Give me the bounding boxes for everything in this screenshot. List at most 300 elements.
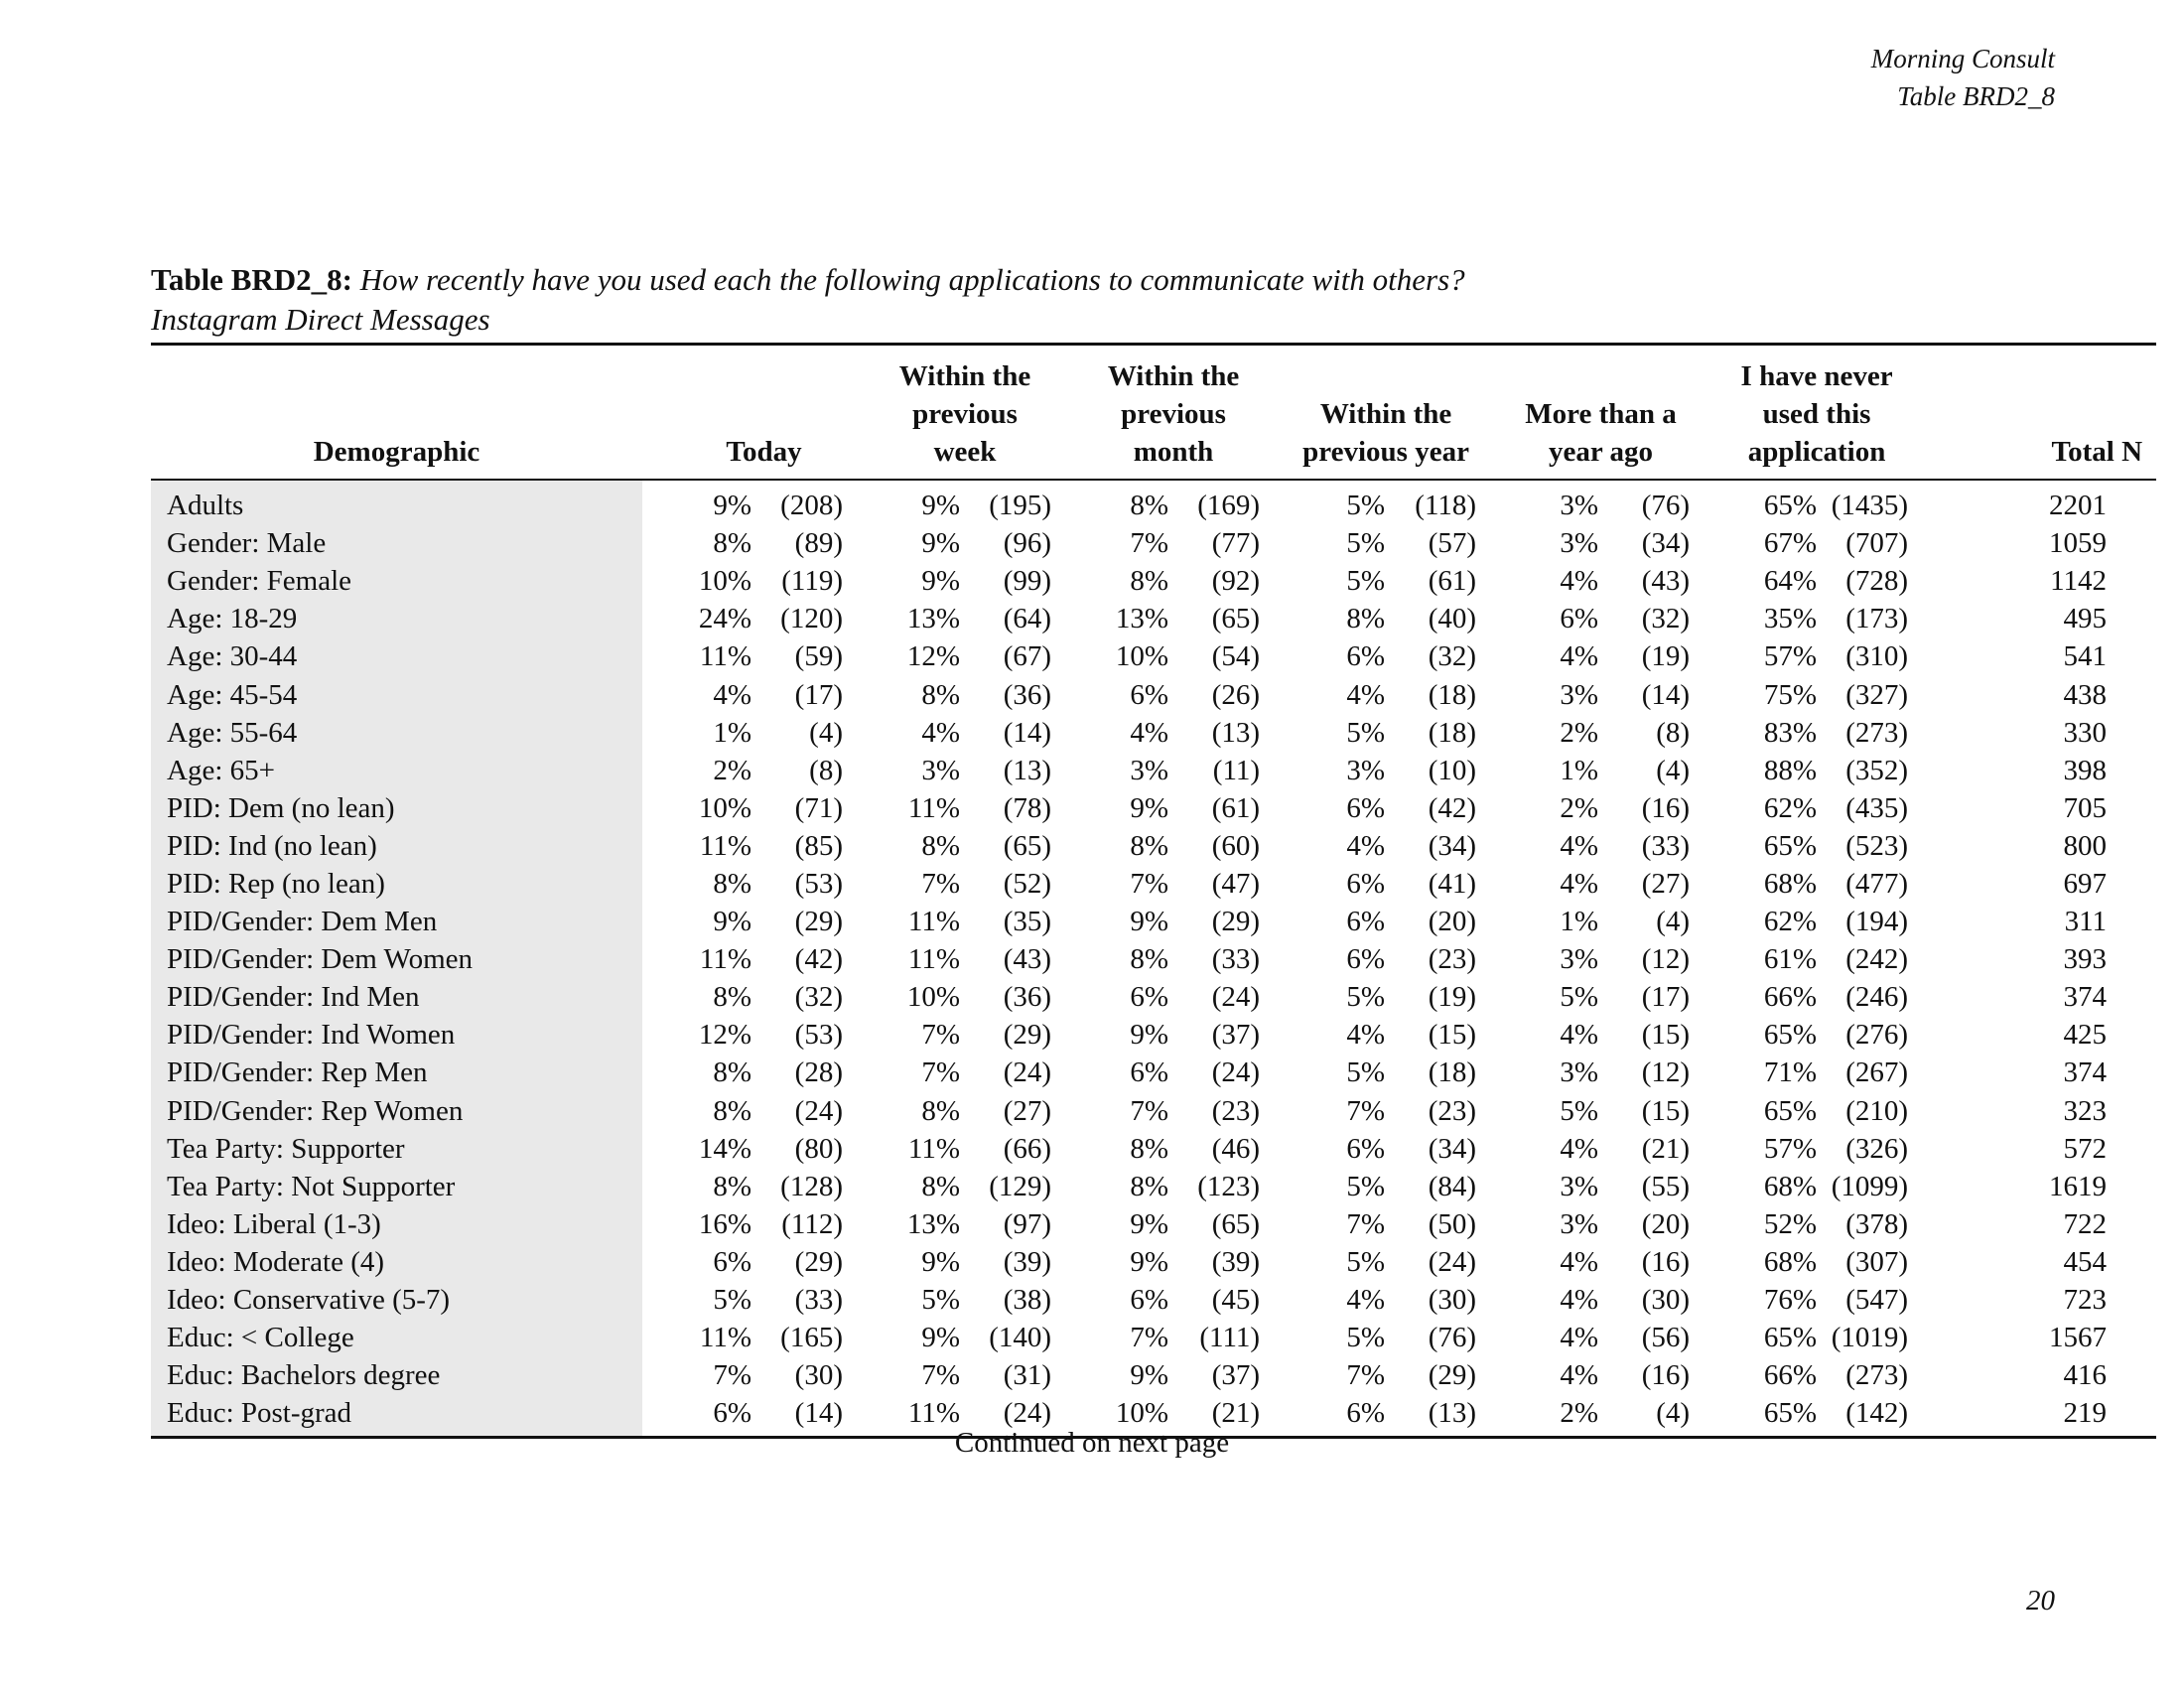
cell-count: (4) xyxy=(1608,1394,1707,1438)
cell-percent: 7% xyxy=(1346,1207,1386,1240)
cell-count: (27) xyxy=(1003,1094,1052,1127)
cell-percent: 6% xyxy=(1346,1132,1386,1165)
cell-count: (23) xyxy=(1211,1094,1261,1127)
cell-percent: 65% xyxy=(1763,1019,1818,1052)
cell-total-n: 416 xyxy=(2063,1359,2108,1392)
cell-percent: 8% xyxy=(921,678,960,711)
header-row xyxy=(151,345,2156,481)
cell-count: (1099) xyxy=(1831,1170,1909,1202)
cell-count: (65) xyxy=(1211,1207,1261,1240)
row-label: Educ: < College xyxy=(151,1319,642,1356)
cell-percent: 1% xyxy=(713,716,751,749)
continued-note: Continued on next page xyxy=(954,1427,1230,1459)
row-label: PID/Gender: Rep Women xyxy=(151,1092,642,1130)
cell-count: (195) xyxy=(989,490,1052,522)
cell-percent: 8% xyxy=(921,829,960,862)
cell-percent: 24% xyxy=(698,603,751,635)
row-label: Age: 18-29 xyxy=(151,600,642,637)
cell-percent: 9% xyxy=(921,527,960,560)
table-row xyxy=(151,1016,2156,1054)
cell-count: (8) xyxy=(809,754,843,786)
cell-percent: 9% xyxy=(713,490,751,522)
cell-count: (54) xyxy=(1211,640,1261,673)
table-row xyxy=(151,1356,2156,1394)
cell-percent: 3% xyxy=(921,754,960,786)
col-header-year: Within the previous year xyxy=(1278,345,1494,481)
cell-percent: 6% xyxy=(1130,1284,1169,1317)
cell-count: (32) xyxy=(1641,603,1691,635)
page-number: 20 xyxy=(2026,1585,2055,1617)
cell-percent: 4% xyxy=(1560,867,1599,900)
cell-percent: 8% xyxy=(1130,829,1169,862)
cell-percent: 6% xyxy=(1346,906,1386,938)
cell-percent: 4% xyxy=(1560,1132,1599,1165)
cell-count: (310) xyxy=(1845,640,1909,673)
cell-total-n: 697 xyxy=(2063,867,2108,900)
cell-count: (67) xyxy=(1003,640,1052,673)
cell-count: (4) xyxy=(809,716,843,749)
col-header-month: Within the previous month xyxy=(1069,345,1278,481)
cell-count: (728) xyxy=(1845,565,1909,598)
cell-percent: 3% xyxy=(1560,527,1599,560)
cell-count: (15) xyxy=(1641,1094,1691,1127)
cell-count: (13) xyxy=(1211,716,1261,749)
cell-percent: 5% xyxy=(1346,1170,1386,1202)
row-label: Ideo: Moderate (4) xyxy=(151,1243,642,1281)
cell-count: (59) xyxy=(794,640,843,673)
cell-count: (37) xyxy=(1211,1359,1261,1392)
row-label: Ideo: Liberal (1-3) xyxy=(151,1205,642,1243)
cell-percent: 3% xyxy=(1560,1207,1599,1240)
cell-percent: 8% xyxy=(713,1056,751,1089)
cell-percent: 16% xyxy=(698,1207,751,1240)
cell-count: (46) xyxy=(1211,1132,1261,1165)
table-row xyxy=(151,1243,2156,1281)
cell-percent: 10% xyxy=(698,791,751,824)
table-title-label: Table BRD2_8: xyxy=(151,262,352,297)
cell-count: (10) xyxy=(1428,754,1477,786)
cell-count: (1019) xyxy=(1831,1322,1909,1354)
cell-percent: 9% xyxy=(1130,906,1169,938)
cell-count: (65) xyxy=(1003,829,1052,862)
row-label: PID/Gender: Dem Women xyxy=(151,940,642,978)
cell-count: (4) xyxy=(1656,754,1691,786)
cell-percent: 52% xyxy=(1763,1207,1818,1240)
cell-percent: 4% xyxy=(1346,829,1386,862)
cell-percent: 8% xyxy=(713,527,751,560)
table-row xyxy=(151,637,2156,675)
cell-percent: 11% xyxy=(907,791,960,824)
cell-percent: 7% xyxy=(921,867,960,900)
cell-total-n: 330 xyxy=(2063,716,2108,749)
cell-percent: 6% xyxy=(1130,678,1169,711)
cell-count: (14) xyxy=(1003,716,1052,749)
table-row xyxy=(151,1130,2156,1168)
cell-count: (53) xyxy=(794,1019,843,1052)
cell-percent: 65% xyxy=(1763,490,1818,522)
cell-count: (16) xyxy=(1641,1245,1691,1278)
cell-percent: 9% xyxy=(921,490,960,522)
col-header-never: I have never used this application xyxy=(1707,345,1926,481)
cell-percent: 4% xyxy=(713,678,751,711)
cell-percent: 67% xyxy=(1763,527,1818,560)
cell-percent: 4% xyxy=(1560,1359,1599,1392)
cell-percent: 8% xyxy=(713,1094,751,1127)
cell-percent: 14% xyxy=(698,1132,751,1165)
cell-percent: 6% xyxy=(1560,603,1599,635)
cell-count: (24) xyxy=(970,1394,1069,1438)
cell-percent: 71% xyxy=(1763,1056,1818,1089)
cell-count: (140) xyxy=(989,1322,1052,1354)
cell-percent: 2% xyxy=(1560,791,1599,824)
cell-total-n: 2201 xyxy=(2049,490,2108,522)
cell-percent: 5% xyxy=(1346,716,1386,749)
cell-count: (111) xyxy=(1199,1322,1261,1354)
cell-percent: 8% xyxy=(921,1170,960,1202)
cell-count: (50) xyxy=(1428,1207,1477,1240)
cell-percent: 7% xyxy=(1130,867,1169,900)
col-header-today: Today xyxy=(667,345,861,481)
table-row xyxy=(151,562,2156,600)
crosstab-table xyxy=(151,343,2156,1439)
cell-total-n: 1142 xyxy=(2050,565,2108,598)
header-org: Morning Consult xyxy=(1870,44,2055,73)
cell-count: (56) xyxy=(1641,1322,1691,1354)
cell-percent: 4% xyxy=(1560,1245,1599,1278)
table-row xyxy=(151,1054,2156,1091)
cell-percent: 66% xyxy=(1763,1359,1818,1392)
cell-count: (142) xyxy=(1827,1394,1926,1438)
cell-count: (267) xyxy=(1845,1056,1909,1089)
cell-count: (169) xyxy=(1197,490,1261,522)
cell-percent: 13% xyxy=(906,603,960,635)
cell-count: (29) xyxy=(794,1245,843,1278)
cell-percent: 88% xyxy=(1763,754,1818,786)
cell-total-n: 1567 xyxy=(2049,1322,2108,1354)
cell-total-n: 398 xyxy=(2063,754,2108,786)
cell-total-n: 311 xyxy=(2064,906,2108,938)
table-row xyxy=(151,752,2156,789)
cell-percent: 11% xyxy=(699,1322,751,1354)
cell-count: (26) xyxy=(1211,678,1261,711)
cell-percent: 9% xyxy=(1130,1207,1169,1240)
cell-percent: 10% xyxy=(698,565,751,598)
cell-count: (123) xyxy=(1197,1170,1261,1202)
cell-percent: 64% xyxy=(1763,565,1818,598)
cell-count: (20) xyxy=(1428,906,1477,938)
cell-percent: 11% xyxy=(907,1132,960,1165)
col-header-over-year: More than a year ago xyxy=(1494,345,1707,481)
cell-count: (16) xyxy=(1641,1359,1691,1392)
row-label: PID: Ind (no lean) xyxy=(151,827,642,865)
cell-percent: 5% xyxy=(713,1284,751,1317)
cell-count: (208) xyxy=(780,490,843,522)
cell-percent: 13% xyxy=(906,1207,960,1240)
cell-total-n: 374 xyxy=(2063,981,2108,1014)
cell-count: (194) xyxy=(1845,906,1909,938)
cell-total-n: 374 xyxy=(2063,1056,2108,1089)
cell-count: (33) xyxy=(1641,829,1691,862)
cell-count: (17) xyxy=(794,678,843,711)
cell-total-n: 541 xyxy=(2063,640,2108,673)
cell-percent: 11% xyxy=(699,829,751,862)
row-label: Tea Party: Supporter xyxy=(151,1130,642,1168)
cell-count: (30) xyxy=(1428,1284,1477,1317)
row-label: PID: Dem (no lean) xyxy=(151,789,642,827)
cell-count: (29) xyxy=(1003,1019,1052,1052)
cell-percent: 8% xyxy=(1130,490,1169,522)
cell-count: (246) xyxy=(1845,981,1909,1014)
cell-percent: 4% xyxy=(1560,1019,1599,1052)
cell-percent: 7% xyxy=(1130,527,1169,560)
cell-percent: 9% xyxy=(713,906,751,938)
cell-count: (13) xyxy=(1395,1394,1494,1438)
cell-count: (84) xyxy=(1428,1170,1477,1202)
cell-count: (11) xyxy=(1212,754,1261,786)
cell-total-n: 438 xyxy=(2063,678,2108,711)
cell-percent: 2% xyxy=(1494,1394,1608,1438)
col-header-demographic: Demographic xyxy=(151,345,642,481)
cell-count: (21) xyxy=(1178,1394,1278,1438)
table-row xyxy=(151,600,2156,637)
cell-percent: 5% xyxy=(1560,1094,1599,1127)
table-title-block xyxy=(151,260,2067,340)
cell-total-n: 495 xyxy=(2063,603,2108,635)
cell-count: (77) xyxy=(1211,527,1261,560)
cell-total-n: 705 xyxy=(2063,791,2108,824)
cell-count: (53) xyxy=(794,867,843,900)
cell-percent: 8% xyxy=(713,981,751,1014)
cell-count: (273) xyxy=(1845,1359,1909,1392)
cell-count: (16) xyxy=(1641,791,1691,824)
row-label: Gender: Male xyxy=(151,524,642,562)
cell-percent: 35% xyxy=(1763,603,1818,635)
cell-count: (60) xyxy=(1211,829,1261,862)
row-label: Ideo: Conservative (5-7) xyxy=(151,1281,642,1319)
cell-count: (65) xyxy=(1211,603,1261,635)
cell-percent: 4% xyxy=(921,716,960,749)
cell-percent: 6% xyxy=(1130,1056,1169,1089)
cell-count: (97) xyxy=(1003,1207,1052,1240)
col-header-week: Within the previous week xyxy=(861,345,1069,481)
cell-count: (66) xyxy=(1003,1132,1052,1165)
cell-count: (8) xyxy=(1656,716,1691,749)
cell-count: (547) xyxy=(1845,1284,1909,1317)
cell-count: (707) xyxy=(1845,527,1909,560)
cell-count: (34) xyxy=(1641,527,1691,560)
cell-percent: 6% xyxy=(1130,981,1169,1014)
cell-count: (523) xyxy=(1845,829,1909,862)
cell-percent: 11% xyxy=(907,943,960,976)
cell-count: (61) xyxy=(1211,791,1261,824)
cell-count: (327) xyxy=(1845,678,1909,711)
cell-percent: 8% xyxy=(921,1094,960,1127)
cell-percent: 68% xyxy=(1763,1170,1818,1202)
cell-count: (78) xyxy=(1003,791,1052,824)
table-row xyxy=(151,1319,2156,1356)
cell-percent: 9% xyxy=(1130,1359,1169,1392)
cell-count: (32) xyxy=(794,981,843,1014)
cell-count: (1435) xyxy=(1831,490,1909,522)
cell-percent: 7% xyxy=(921,1019,960,1052)
cell-count: (19) xyxy=(1428,981,1477,1014)
cell-count: (35) xyxy=(1003,906,1052,938)
cell-total-n: 219 xyxy=(1926,1394,2156,1438)
cell-percent: 8% xyxy=(1130,1132,1169,1165)
col-header-total: Total N xyxy=(1926,345,2156,481)
cell-count: (435) xyxy=(1845,791,1909,824)
cell-percent: 12% xyxy=(698,1019,751,1052)
cell-count: (55) xyxy=(1641,1170,1691,1202)
cell-percent: 6% xyxy=(667,1394,761,1438)
cell-count: (119) xyxy=(781,565,843,598)
cell-count: (307) xyxy=(1845,1245,1909,1278)
cell-count: (129) xyxy=(989,1170,1052,1202)
table-row xyxy=(151,1092,2156,1130)
cell-percent: 65% xyxy=(1763,829,1818,862)
cell-percent: 9% xyxy=(921,565,960,598)
cell-count: (39) xyxy=(1211,1245,1261,1278)
cell-count: (13) xyxy=(1003,754,1052,786)
cell-percent: 5% xyxy=(1346,1322,1386,1354)
cell-count: (165) xyxy=(780,1322,843,1354)
cell-percent: 11% xyxy=(699,943,751,976)
cell-count: (28) xyxy=(794,1056,843,1089)
cell-count: (42) xyxy=(794,943,843,976)
cell-percent: 12% xyxy=(906,640,960,673)
cell-percent: 11% xyxy=(699,640,751,673)
table-row xyxy=(151,903,2156,940)
cell-count: (242) xyxy=(1845,943,1909,976)
cell-count: (18) xyxy=(1428,716,1477,749)
table-row xyxy=(151,1205,2156,1243)
cell-percent: 6% xyxy=(1346,943,1386,976)
cell-percent: 5% xyxy=(1560,981,1599,1014)
cell-percent: 65% xyxy=(1707,1394,1827,1438)
cell-count: (120) xyxy=(780,603,843,635)
cell-percent: 4% xyxy=(1130,716,1169,749)
row-label: PID/Gender: Ind Women xyxy=(151,1016,642,1054)
table-row xyxy=(151,1281,2156,1319)
cell-count: (326) xyxy=(1845,1132,1909,1165)
cell-count: (96) xyxy=(1003,527,1052,560)
cell-total-n: 393 xyxy=(2063,943,2108,976)
cell-count: (17) xyxy=(1641,981,1691,1014)
table-row xyxy=(151,865,2156,903)
cell-count: (18) xyxy=(1428,1056,1477,1089)
cell-percent: 66% xyxy=(1763,981,1818,1014)
cell-count: (14) xyxy=(761,1394,861,1438)
cell-count: (273) xyxy=(1845,716,1909,749)
cell-percent: 7% xyxy=(1130,1094,1169,1127)
cell-percent: 5% xyxy=(1346,1245,1386,1278)
table-row xyxy=(151,978,2156,1016)
cell-count: (128) xyxy=(780,1170,843,1202)
cell-count: (378) xyxy=(1845,1207,1909,1240)
cell-count: (36) xyxy=(1003,678,1052,711)
cell-count: (24) xyxy=(1211,1056,1261,1089)
cell-percent: 13% xyxy=(1115,603,1169,635)
cell-count: (80) xyxy=(794,1132,843,1165)
cell-percent: 7% xyxy=(921,1359,960,1392)
row-label: PID/Gender: Ind Men xyxy=(151,978,642,1016)
table-row xyxy=(151,1168,2156,1205)
row-label: Age: 45-54 xyxy=(151,675,642,713)
cell-count: (12) xyxy=(1641,1056,1691,1089)
cell-percent: 61% xyxy=(1763,943,1818,976)
cell-percent: 75% xyxy=(1763,678,1818,711)
cell-count: (89) xyxy=(794,527,843,560)
cell-count: (24) xyxy=(1428,1245,1477,1278)
cell-percent: 3% xyxy=(1560,1170,1599,1202)
cell-count: (32) xyxy=(1428,640,1477,673)
cell-count: (33) xyxy=(794,1284,843,1317)
row-label: Age: 65+ xyxy=(151,752,642,789)
table-row xyxy=(151,940,2156,978)
cell-percent: 7% xyxy=(713,1359,751,1392)
cell-count: (24) xyxy=(1211,981,1261,1014)
cell-count: (23) xyxy=(1428,943,1477,976)
cell-percent: 7% xyxy=(1346,1359,1386,1392)
cell-count: (52) xyxy=(1003,867,1052,900)
cell-percent: 62% xyxy=(1763,906,1818,938)
row-label: Age: 55-64 xyxy=(151,714,642,752)
cell-count: (29) xyxy=(794,906,843,938)
cell-percent: 65% xyxy=(1763,1322,1818,1354)
cell-total-n: 425 xyxy=(2063,1019,2108,1052)
cell-percent: 57% xyxy=(1763,640,1818,673)
cell-percent: 7% xyxy=(1130,1322,1169,1354)
cell-count: (40) xyxy=(1428,603,1477,635)
cell-percent: 3% xyxy=(1346,754,1386,786)
table-row xyxy=(151,524,2156,562)
row-label: Adults xyxy=(151,480,642,524)
row-label: PID: Rep (no lean) xyxy=(151,865,642,903)
cell-count: (112) xyxy=(781,1207,843,1240)
cell-percent: 8% xyxy=(1130,565,1169,598)
cell-count: (24) xyxy=(1003,1056,1052,1089)
cell-count: (352) xyxy=(1845,754,1909,786)
cell-count: (210) xyxy=(1845,1094,1909,1127)
table-subtitle: Instagram Direct Messages xyxy=(151,302,490,337)
cell-total-n: 323 xyxy=(2063,1094,2108,1127)
cell-percent: 68% xyxy=(1763,1245,1818,1278)
cell-percent: 9% xyxy=(1130,1019,1169,1052)
cell-count: (23) xyxy=(1428,1094,1477,1127)
cell-count: (27) xyxy=(1641,867,1691,900)
cell-count: (29) xyxy=(1211,906,1261,938)
cell-count: (99) xyxy=(1003,565,1052,598)
cell-percent: 3% xyxy=(1130,754,1169,786)
cell-count: (477) xyxy=(1845,867,1909,900)
cell-count: (29) xyxy=(1428,1359,1477,1392)
cell-count: (76) xyxy=(1641,490,1691,522)
cell-count: (71) xyxy=(794,791,843,824)
cell-percent: 4% xyxy=(1560,829,1599,862)
cell-count: (12) xyxy=(1641,943,1691,976)
cell-count: (30) xyxy=(794,1359,843,1392)
cell-percent: 3% xyxy=(1560,490,1599,522)
cell-percent: 5% xyxy=(921,1284,960,1317)
cell-percent: 68% xyxy=(1763,867,1818,900)
cell-count: (34) xyxy=(1428,1132,1477,1165)
table-title-question: How recently have you used each the following applications to communicate with others? xyxy=(359,262,1465,297)
cell-percent: 83% xyxy=(1763,716,1818,749)
cell-percent: 2% xyxy=(713,754,751,786)
cell-percent: 6% xyxy=(1346,640,1386,673)
row-label: Age: 30-44 xyxy=(151,637,642,675)
cell-count: (19) xyxy=(1641,640,1691,673)
